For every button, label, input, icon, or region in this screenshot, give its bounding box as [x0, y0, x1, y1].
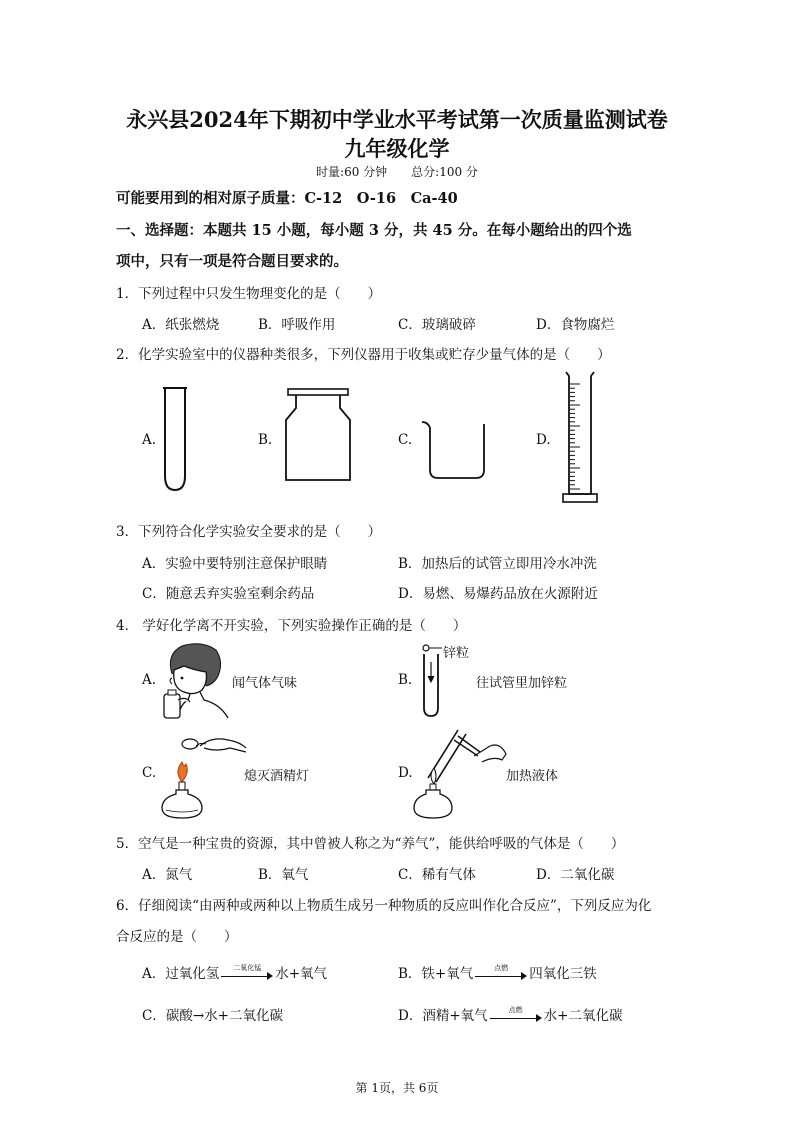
q4-caption-b: 往试管里加锌粒	[476, 676, 568, 691]
page-subtitle: 九年级化学	[344, 136, 450, 161]
reaction-arrow-icon	[221, 963, 273, 981]
q4-label-c: C.	[142, 765, 157, 781]
q6-a-reactants: A．过氧化氢	[142, 966, 220, 982]
q1-option-b: B．呼吸作用	[258, 317, 336, 333]
zinc-label: 锌粒	[443, 646, 470, 661]
test-tube-icon	[160, 386, 190, 494]
q2-label-a: A.	[142, 432, 157, 448]
question-6-stem-line1: 6．仔细阅读“由两种或两种以上物质生成另一种物质的反应叫作化合反应”，下列反应为化	[116, 898, 652, 914]
q6-option-c: C．碳酸→水+二氧化碳	[142, 1008, 283, 1024]
reaction-arrow-icon	[490, 1005, 542, 1023]
q4-label-a: A.	[142, 672, 157, 688]
q1-option-a: A．纸张燃烧	[142, 317, 220, 333]
q3-option-b: B．加热后的试管立即用冷水冲洗	[398, 556, 597, 572]
question-4-stem: 4． 学好化学离不开实验，下列实验操作正确的是（ ）	[116, 618, 467, 634]
section-intro-line1: 一、选择题：本题共 15 小题，每小题 3 分，共 45 分。在每小题给出的四个选	[116, 222, 632, 239]
atomic-mass-note: 可能要用到的相对原子质量：C-12 O-16 Ca-40	[116, 190, 458, 207]
beaker-icon	[420, 420, 488, 480]
q4-label-b: B.	[398, 672, 413, 688]
q3-option-a: A．实验中要特别注意保护眼睛	[142, 556, 328, 572]
q6-b-reactants: B．铁+氧气	[398, 966, 474, 982]
graduated-cylinder-icon	[560, 370, 600, 504]
question-3-stem: 3．下列符合化学实验安全要求的是（ ）	[116, 524, 382, 540]
page-number: 第 1页，共 6页	[355, 1081, 439, 1095]
page-title: 永兴县2024年下期初中学业水平考试第一次质量监测试卷	[126, 107, 668, 132]
q5-option-c: C．稀有气体	[398, 867, 476, 883]
q2-label-c: C.	[398, 432, 413, 448]
question-1-stem: 1．下列过程中只发生物理变化的是（ ）	[116, 286, 382, 302]
reaction-arrow-icon	[475, 963, 527, 981]
q6-d-products: 水+二氧化碳	[543, 1008, 623, 1024]
q5-option-d: D．二氧化碳	[536, 867, 615, 883]
heating-liquid-icon	[418, 726, 508, 822]
q6-a-products: 水+氧气	[275, 966, 328, 982]
q5-option-a: A．氮气	[142, 867, 193, 883]
q6-d-condition: 点燃	[508, 1005, 523, 1014]
time-info: 时量:60 分钟 总分:100 分	[316, 165, 478, 179]
tube-with-zinc-icon	[418, 640, 448, 720]
section-intro-line2: 项中，只有一项是符合题目要求的。	[116, 253, 348, 270]
q6-option-a	[142, 962, 327, 982]
q5-option-b: B．氧气	[258, 867, 309, 883]
question-6-stem-line2: 合反应的是（ ）	[116, 929, 238, 945]
boy-smelling-icon	[160, 640, 232, 718]
gas-bottle-icon	[282, 388, 354, 484]
q6-d-reactants: D．酒精+氧气	[398, 1008, 488, 1024]
q6-option-b	[398, 962, 597, 982]
question-2-stem: 2．化学实验室中的仪器种类很多，下列仪器用于收集或贮存少量气体的是（ ）	[116, 347, 611, 363]
q1-option-c: C．玻璃破碎	[398, 317, 476, 333]
question-5-stem: 5．空气是一种宝贵的资源，其中曾被人称之为“养气”，能供给呼吸的气体是（ ）	[116, 836, 625, 852]
q1-option-d: D．食物腐烂	[536, 317, 615, 333]
q6-a-condition: 二氧化锰	[233, 963, 262, 972]
q4-caption-a: 闻气体气味	[232, 676, 298, 691]
q6-b-products: 四氧化三铁	[529, 966, 597, 982]
q6-b-condition: 点燃	[494, 963, 509, 972]
q4-caption-d: 加热液体	[506, 769, 559, 784]
alcohol-lamp-extinguish-icon	[160, 728, 246, 820]
q6-option-d	[398, 1004, 622, 1024]
q3-option-d: D．易燃、易爆药品放在火源附近	[398, 586, 598, 602]
q2-label-b: B.	[258, 432, 273, 448]
q4-label-d: D.	[398, 765, 413, 781]
q4-caption-c: 熄灭酒精灯	[244, 769, 310, 784]
q3-option-c: C．随意丢弃实验室剩余药品	[142, 586, 315, 602]
q2-label-d: D.	[536, 432, 551, 448]
